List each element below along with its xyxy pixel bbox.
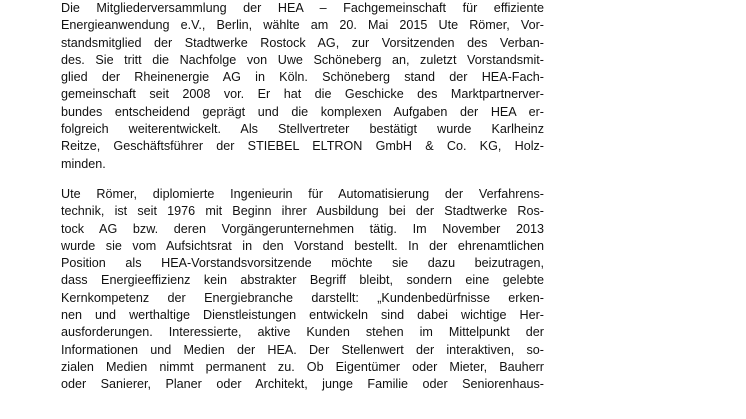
text-line: technik, ist seit 1976 mit Beginn ihrer Ausbildung bei der Stadtwerke Ros- <box>61 204 544 219</box>
text-line: Informationen und Medien der HEA. Der Stellenwert der interaktiven, so- <box>61 342 544 357</box>
text-line: folgreich weiterentwickelt. Als Stellvertreter bestätigt wurde Karlheinz <box>61 122 544 137</box>
text-line: Kernkompetenz der Energiebranche darstellt: „Kundenbedürfnisse erken- <box>61 290 544 305</box>
paragraph-biography <box>61 186 544 394</box>
text-line: tock AG bzw. deren Vorgängerunternehmen tätig. Im November 2013 <box>61 221 544 236</box>
text-line: dass Energieeffizienz kein abstrakter Begriff bleibt, sondern eine gelebte <box>61 273 544 288</box>
text-line: glied der Rheinenergie AG in Köln. Schöneberg stand der HEA-Fach- <box>61 70 544 85</box>
paragraph-election <box>61 0 544 173</box>
text-line: nen und werthaltige Dienstleistungen entwickeln sind dabei wichtige Her- <box>61 308 544 323</box>
text-line: wurde sie vom Aufsichtsrat in den Vorstand bestellt. In der ehrenamtlichen <box>61 238 544 253</box>
text-line: Energieanwendung e.V., Berlin, wählte am 20. Mai 2015 Ute Römer, Vor- <box>61 18 544 33</box>
text-line: Reitze, Geschäftsführer der STIEBEL ELTRON GmbH & Co. KG, Holz- <box>61 139 544 154</box>
text-line: Position als HEA-Vorstandsvorsitzende möchte sie dazu beizutragen, <box>61 256 544 271</box>
text-line: Die Mitgliederversammlung der HEA – Fachgemeinschaft für effiziente <box>61 1 544 15</box>
text-line: des. Sie tritt die Nachfolge von Uwe Schöneberg an, zuletzt Vorstandsmit- <box>61 52 544 67</box>
text-line: zialen Medien nimmt permanent zu. Ob Eigentümer oder Mieter, Bauherr <box>61 359 544 374</box>
text-line: minden. <box>61 156 106 171</box>
text-line: gemeinschaft seit 2008 vor. Er hat die Geschicke des Marktpartnerver- <box>61 87 544 102</box>
text-line: Ute Römer, diplomierte Ingenieurin für Automatisierung der Verfahrens- <box>61 186 544 201</box>
text-line: ausforderungen. Interessierte, aktive Kunden stehen im Mittelpunkt der <box>61 325 544 340</box>
text-line: standsmitglied der Stadtwerke Rostock AG, zur Vorsitzenden des Verban- <box>61 35 544 50</box>
body-text-column <box>61 0 544 394</box>
text-line: bundes entscheidend geprägt und die komplexen Aufgaben der HEA er- <box>61 104 544 119</box>
text-line: oder Sanierer, Planer oder Architekt, junge Familie oder Seniorenhaus- <box>61 377 544 392</box>
